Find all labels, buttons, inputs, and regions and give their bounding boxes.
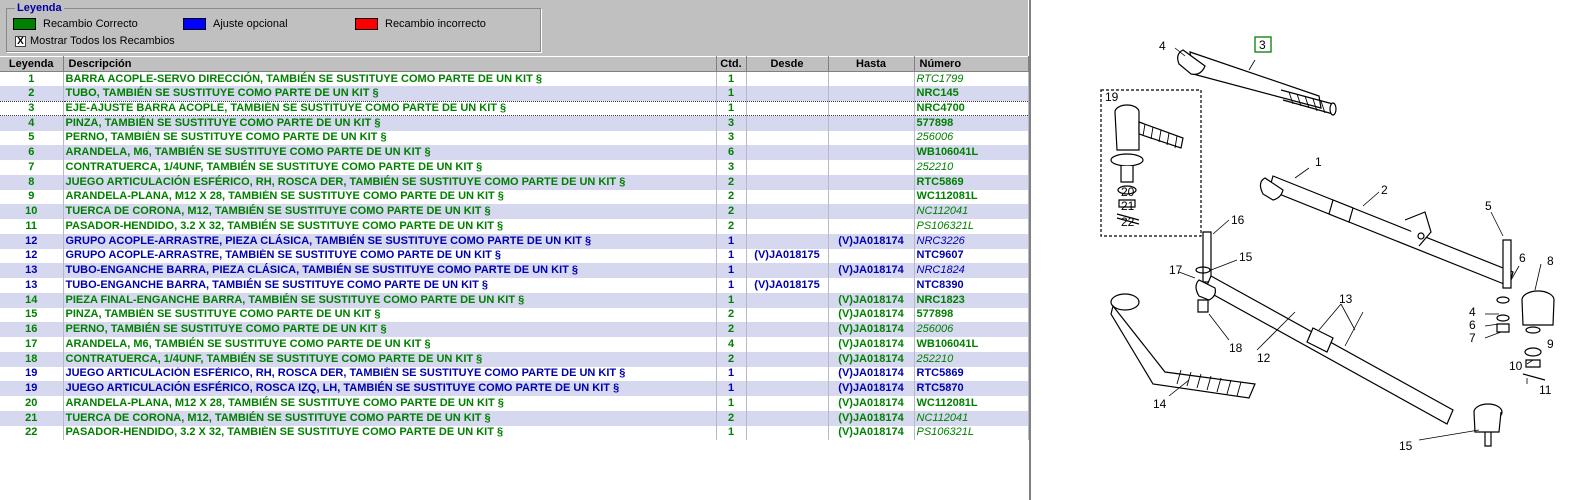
row-desde: [746, 145, 828, 160]
row-desde: [746, 263, 828, 278]
callout-6[interactable]: 6: [1519, 251, 1526, 265]
row-descripcion: PINZA, TAMBIÉN SE SUSTITUYE COMO PARTE DE UN KIT §: [63, 116, 716, 131]
row-hasta: [828, 175, 914, 190]
column-header-numero[interactable]: Número: [914, 57, 1028, 72]
callout-1[interactable]: 1: [1315, 155, 1322, 169]
show-all-parts-label[interactable]: Mostrar Todos los Recambios: [30, 35, 175, 47]
row-ctd: 2: [716, 219, 746, 234]
table-row[interactable]: [0, 72, 1028, 87]
row-hasta: [828, 278, 914, 293]
callout-17[interactable]: 17: [1169, 263, 1183, 277]
row-numero: WB106041L: [914, 337, 1028, 352]
table-row[interactable]: [0, 396, 1028, 411]
column-header-ctd[interactable]: Ctd.: [716, 57, 746, 72]
row-leyenda: 15: [0, 308, 63, 323]
table-row[interactable]: [0, 101, 1028, 116]
row-ctd: 1: [716, 381, 746, 396]
row-leyenda: 13: [0, 263, 63, 278]
row-numero: NC112041: [914, 204, 1028, 219]
row-hasta: (V)JA018174: [828, 337, 914, 352]
row-hasta: [828, 131, 914, 146]
row-descripcion: PINZA, TAMBIÉN SE SUSTITUYE COMO PARTE DE UN KIT §: [63, 308, 716, 323]
row-leyenda: 1: [0, 72, 63, 87]
row-descripcion: TUBO-ENGANCHE BARRA, PIEZA CLÁSICA, TAMBIÉN SE SUSTITUYE COMO PARTE DE UN KIT §: [63, 263, 716, 278]
row-leyenda: 18: [0, 352, 63, 367]
row-descripcion: CONTRATUERCA, 1/4UNF, TAMBIÉN SE SUSTITUYE COMO PARTE DE UN KIT §: [63, 160, 716, 175]
callout-18[interactable]: 18: [1229, 341, 1243, 355]
row-numero: NTC8390: [914, 278, 1028, 293]
row-leyenda: 19: [0, 367, 63, 382]
row-desde: [746, 411, 828, 426]
row-ctd: 2: [716, 352, 746, 367]
row-desde: [746, 337, 828, 352]
row-descripcion: ARANDELA, M6, TAMBIÉN SE SUSTITUYE COMO PARTE DE UN KIT §: [63, 337, 716, 352]
row-numero: NRC1823: [914, 293, 1028, 308]
table-row[interactable]: [0, 263, 1028, 278]
row-descripcion: PASADOR-HENDIDO, 3.2 X 32, TAMBIÉN SE SUSTITUYE COMO PARTE DE UN KIT §: [63, 219, 716, 234]
row-hasta: (V)JA018174: [828, 293, 914, 308]
row-hasta: [828, 219, 914, 234]
table-row[interactable]: [0, 411, 1028, 426]
row-hasta: (V)JA018174: [828, 396, 914, 411]
row-hasta: (V)JA018174: [828, 263, 914, 278]
row-desde: [746, 396, 828, 411]
row-leyenda: 2: [0, 86, 63, 101]
table-row[interactable]: [0, 367, 1028, 382]
callout-15-lower[interactable]: 15: [1399, 439, 1413, 453]
row-ctd: 2: [716, 322, 746, 337]
row-descripcion: PASADOR-HENDIDO, 3.2 X 32, TAMBIÉN SE SUSTITUYE COMO PARTE DE UN KIT §: [63, 426, 716, 441]
row-ctd: 3: [716, 131, 746, 146]
row-descripcion: ARANDELA, M6, TAMBIÉN SE SUSTITUYE COMO PARTE DE UN KIT §: [63, 145, 716, 160]
row-descripcion: PIEZA FINAL-ENGANCHE BARRA, TAMBIÉN SE SUSTITUYE COMO PARTE DE UN KIT §: [63, 293, 716, 308]
exploded-diagram-pane: [1033, 0, 1594, 500]
legend-title: Leyenda: [17, 2, 62, 14]
table-row[interactable]: [0, 249, 1028, 264]
callout-2[interactable]: 2: [1381, 183, 1388, 197]
row-desde: (V)JA018175: [746, 249, 828, 264]
row-ctd: 1: [716, 234, 746, 249]
row-desde: [746, 322, 828, 337]
row-desde: [746, 426, 828, 441]
row-ctd: 6: [716, 145, 746, 160]
row-desde: [746, 116, 828, 131]
part-6-washer[interactable]: [1497, 297, 1509, 303]
row-desde: [746, 204, 828, 219]
legend-groupbox: [6, 2, 541, 52]
legend-swatch-blue: [183, 18, 206, 30]
legend-swatch-green: [13, 18, 36, 30]
table-row[interactable]: [0, 426, 1028, 441]
row-numero: NC112041: [914, 411, 1028, 426]
row-ctd: 1: [716, 278, 746, 293]
row-numero: 252210: [914, 352, 1028, 367]
row-ctd: 1: [716, 263, 746, 278]
row-hasta: [828, 72, 914, 87]
row-descripcion: TUERCA DE CORONA, M12, TAMBIÉN SE SUSTITUYE COMO PARTE DE UN KIT §: [63, 204, 716, 219]
column-header-desde[interactable]: Desde: [746, 57, 828, 72]
row-descripcion: ARANDELA-PLANA, M12 X 28, TAMBIÉN SE SUSTITUYE COMO PARTE DE UN KIT §: [63, 396, 716, 411]
row-numero: RTC5869: [914, 367, 1028, 382]
row-hasta: [828, 204, 914, 219]
callout-5[interactable]: 5: [1485, 199, 1492, 213]
parts-table: [0, 56, 1029, 440]
row-numero: WC112081L: [914, 396, 1028, 411]
callout-4[interactable]: 4: [1159, 39, 1166, 53]
row-ctd: 1: [716, 426, 746, 441]
row-numero: WC112081L: [914, 190, 1028, 205]
part-8-ball-joint[interactable]: [1522, 291, 1554, 333]
legend-swatch-red: [355, 18, 378, 30]
table-row[interactable]: [0, 160, 1028, 175]
row-ctd: 1: [716, 101, 746, 116]
row-leyenda: 9: [0, 190, 63, 205]
callout-14[interactable]: 14: [1153, 397, 1167, 411]
table-row[interactable]: [0, 204, 1028, 219]
row-leyenda: 6: [0, 145, 63, 160]
row-ctd: 3: [716, 116, 746, 131]
row-hasta: (V)JA018174: [828, 411, 914, 426]
row-descripcion: ARANDELA-PLANA, M12 X 28, TAMBIÉN SE SUSTITUYE COMO PARTE DE UN KIT §: [63, 190, 716, 205]
row-leyenda: 16: [0, 322, 63, 337]
row-leyenda: 3: [0, 101, 63, 116]
row-desde: (V)JA018175: [746, 278, 828, 293]
row-hasta: [828, 160, 914, 175]
callout-labels: [1105, 37, 1554, 453]
row-ctd: 1: [716, 72, 746, 87]
callout-9[interactable]: 9: [1547, 337, 1554, 351]
row-desde: [746, 293, 828, 308]
table-header-row: [0, 57, 1028, 72]
row-numero: 256006: [914, 131, 1028, 146]
row-desde: [746, 86, 828, 101]
callout-10[interactable]: 10: [1509, 359, 1523, 373]
part-5-bolt[interactable]: [1503, 240, 1511, 288]
table-row[interactable]: [0, 190, 1028, 205]
show-all-parts-checkbox[interactable]: X: [15, 36, 26, 47]
row-leyenda: 21: [0, 411, 63, 426]
table-row[interactable]: [0, 278, 1028, 293]
row-hasta: [828, 190, 914, 205]
row-desde: [746, 381, 828, 396]
legend-label-incorrect: Recambio incorrecto: [385, 18, 486, 30]
row-numero: NRC1824: [914, 263, 1028, 278]
row-leyenda: 17: [0, 337, 63, 352]
column-header-leyenda[interactable]: Leyenda: [0, 57, 63, 72]
row-numero: RTC5870: [914, 381, 1028, 396]
row-hasta: (V)JA018174: [828, 426, 914, 441]
row-hasta: (V)JA018174: [828, 308, 914, 323]
row-hasta: [828, 145, 914, 160]
row-numero: PS106321L: [914, 219, 1028, 234]
callout-3[interactable]: 3: [1259, 38, 1266, 52]
legend-label-correct: Recambio Correcto: [43, 18, 138, 30]
row-ctd: 1: [716, 249, 746, 264]
table-row[interactable]: [0, 337, 1028, 352]
row-descripcion: GRUPO ACOPLE-ARRASTRE, PIEZA CLÁSICA, TAMBIÉN SE SUSTITUYE COMO PARTE DE UN KIT §: [63, 234, 716, 249]
row-descripcion: BARRA ACOPLE-SERVO DIRECCIÓN, TAMBIÉN SE SUSTITUYE COMO PARTE DE UN KIT §: [63, 72, 716, 87]
legend-item-correct: [13, 18, 138, 30]
row-leyenda: 20: [0, 396, 63, 411]
part-9-washer[interactable]: [1525, 348, 1541, 356]
part-11-split-pin[interactable]: [1523, 374, 1545, 380]
row-numero: 577898: [914, 116, 1028, 131]
row-ctd: 1: [716, 396, 746, 411]
table-row[interactable]: [0, 234, 1028, 249]
row-desde: [746, 308, 828, 323]
table-row[interactable]: [0, 175, 1028, 190]
table-row[interactable]: [0, 116, 1028, 131]
part-19-ball-joint[interactable]: [1111, 105, 1183, 182]
row-hasta: [828, 116, 914, 131]
row-descripcion: PERNO, TAMBIÉN SE SUSTITUYE COMO PARTE DE UN KIT §: [63, 322, 716, 337]
row-desde: [746, 131, 828, 146]
row-numero: 256006: [914, 322, 1028, 337]
part-6-washer-lower[interactable]: [1497, 315, 1509, 321]
callout-4-lower[interactable]: 4: [1469, 305, 1476, 319]
row-ctd: 2: [716, 204, 746, 219]
row-descripcion: PERNO, TAMBIÉN SE SUSTITUYE COMO PARTE DE UN KIT §: [63, 131, 716, 146]
callout-6-lower[interactable]: 6: [1469, 318, 1476, 332]
row-numero: 252210: [914, 160, 1028, 175]
column-header-descripcion[interactable]: Descripción: [63, 57, 716, 72]
row-ctd: 4: [716, 337, 746, 352]
row-descripcion: EJE-AJUSTE BARRA ACOPLE, TAMBIÉN SE SUSTITUYE COMO PARTE DE UN KIT §: [63, 101, 716, 116]
row-hasta: [828, 101, 914, 116]
legend-item-incorrect: [355, 18, 486, 30]
row-desde: [746, 190, 828, 205]
row-leyenda: 13: [0, 278, 63, 293]
column-header-hasta[interactable]: Hasta: [828, 57, 914, 72]
row-descripcion: TUBO-ENGANCHE BARRA, TAMBIÉN SE SUSTITUYE COMO PARTE DE UN KIT §: [63, 278, 716, 293]
row-hasta: (V)JA018174: [828, 322, 914, 337]
row-leyenda: 7: [0, 160, 63, 175]
row-hasta: [828, 249, 914, 264]
row-ctd: 2: [716, 175, 746, 190]
row-leyenda: 10: [0, 204, 63, 219]
row-leyenda: 12: [0, 234, 63, 249]
callout-21[interactable]: 21: [1121, 199, 1135, 213]
row-descripcion: CONTRATUERCA, 1/4UNF, TAMBIÉN SE SUSTITUYE COMO PARTE DE UN KIT §: [63, 352, 716, 367]
table-row[interactable]: [0, 308, 1028, 323]
row-hasta: (V)JA018174: [828, 352, 914, 367]
table-row[interactable]: [0, 219, 1028, 234]
callout-7[interactable]: 7: [1469, 331, 1476, 345]
show-all-parts-checkbox-row[interactable]: [15, 35, 175, 47]
row-desde: [746, 175, 828, 190]
callout-22[interactable]: 22: [1121, 215, 1135, 229]
callout-15[interactable]: 15: [1239, 250, 1253, 264]
parts-table-container: [0, 56, 1028, 440]
row-hasta: [828, 86, 914, 101]
callout-20[interactable]: 20: [1121, 185, 1135, 199]
callout-11[interactable]: 11: [1539, 383, 1552, 397]
row-desde: [746, 101, 828, 116]
part-7-locknut[interactable]: [1497, 324, 1509, 332]
part-15-clamp[interactable]: [1474, 404, 1502, 446]
table-row[interactable]: [0, 381, 1028, 396]
row-desde: [746, 352, 828, 367]
row-numero: RTC5869: [914, 175, 1028, 190]
row-ctd: 2: [716, 308, 746, 323]
table-row[interactable]: [0, 293, 1028, 308]
callout-13[interactable]: 13: [1339, 292, 1353, 306]
row-hasta: (V)JA018174: [828, 367, 914, 382]
callout-19[interactable]: 19: [1105, 90, 1119, 104]
row-descripcion: TUBO, TAMBIÉN SE SUSTITUYE COMO PARTE DE UN KIT §: [63, 86, 716, 101]
table-row[interactable]: [0, 145, 1028, 160]
row-numero: NTC9607: [914, 249, 1028, 264]
legend-area: [0, 0, 1028, 56]
row-leyenda: 22: [0, 426, 63, 441]
legend-item-optional: [183, 18, 288, 30]
row-desde: [746, 72, 828, 87]
row-ctd: 2: [716, 411, 746, 426]
row-numero: PS106321L: [914, 426, 1028, 441]
row-descripcion: JUEGO ARTICULACIÓN ESFÉRICO, ROSCA IZQ, LH, TAMBIÉN SE SUSTITUYE COMO PARTE DE UN KIT §: [63, 381, 716, 396]
row-descripcion: JUEGO ARTICULACIÓN ESFÉRICO, RH, ROSCA DER, TAMBIÉN SE SUSTITUYE COMO PARTE DE UN KIT §: [63, 175, 716, 190]
row-numero: 577898: [914, 308, 1028, 323]
row-ctd: 2: [716, 190, 746, 205]
row-leyenda: 8: [0, 175, 63, 190]
table-row[interactable]: [0, 352, 1028, 367]
steering-linkage-diagram: [1033, 0, 1594, 500]
row-numero: NRC3226: [914, 234, 1028, 249]
row-hasta: (V)JA018174: [828, 381, 914, 396]
row-descripcion: GRUPO ACOPLE-ARRASTRE, TAMBIÉN SE SUSTITUYE COMO PARTE DE UN KIT §: [63, 249, 716, 264]
table-row[interactable]: [0, 322, 1028, 337]
row-leyenda: 19: [0, 381, 63, 396]
callout-16[interactable]: 16: [1231, 213, 1245, 227]
part-16-bolt[interactable]: [1203, 232, 1211, 282]
row-ctd: 1: [716, 367, 746, 382]
row-leyenda: 4: [0, 116, 63, 131]
row-desde: [746, 219, 828, 234]
table-row[interactable]: [0, 86, 1028, 101]
row-leyenda: 14: [0, 293, 63, 308]
row-hasta: (V)JA018174: [828, 234, 914, 249]
row-desde: [746, 160, 828, 175]
table-row[interactable]: [0, 131, 1028, 146]
callout-8[interactable]: 8: [1547, 254, 1554, 268]
row-leyenda: 11: [0, 219, 63, 234]
row-descripcion: TUERCA DE CORONA, M12, TAMBIÉN SE SUSTITUYE COMO PARTE DE UN KIT §: [63, 411, 716, 426]
row-numero: WB106041L: [914, 145, 1028, 160]
part-18-locknut[interactable]: [1198, 300, 1208, 312]
row-numero: NRC145: [914, 86, 1028, 101]
parts-table-body: [0, 72, 1028, 441]
row-ctd: 1: [716, 293, 746, 308]
row-desde: [746, 367, 828, 382]
row-numero: NRC4700: [914, 101, 1028, 116]
row-ctd: 1: [716, 86, 746, 101]
row-descripcion: JUEGO ARTICULACIÓN ESFÉRICO, RH, ROSCA DER, TAMBIÉN SE SUSTITUYE COMO PARTE DE UN KIT §: [63, 367, 716, 382]
row-desde: [746, 234, 828, 249]
row-leyenda: 12: [0, 249, 63, 264]
row-leyenda: 5: [0, 131, 63, 146]
legend-label-optional: Ajuste opcional: [213, 18, 288, 30]
row-ctd: 3: [716, 160, 746, 175]
row-numero: RTC1799: [914, 72, 1028, 87]
callout-12[interactable]: 12: [1257, 351, 1271, 365]
